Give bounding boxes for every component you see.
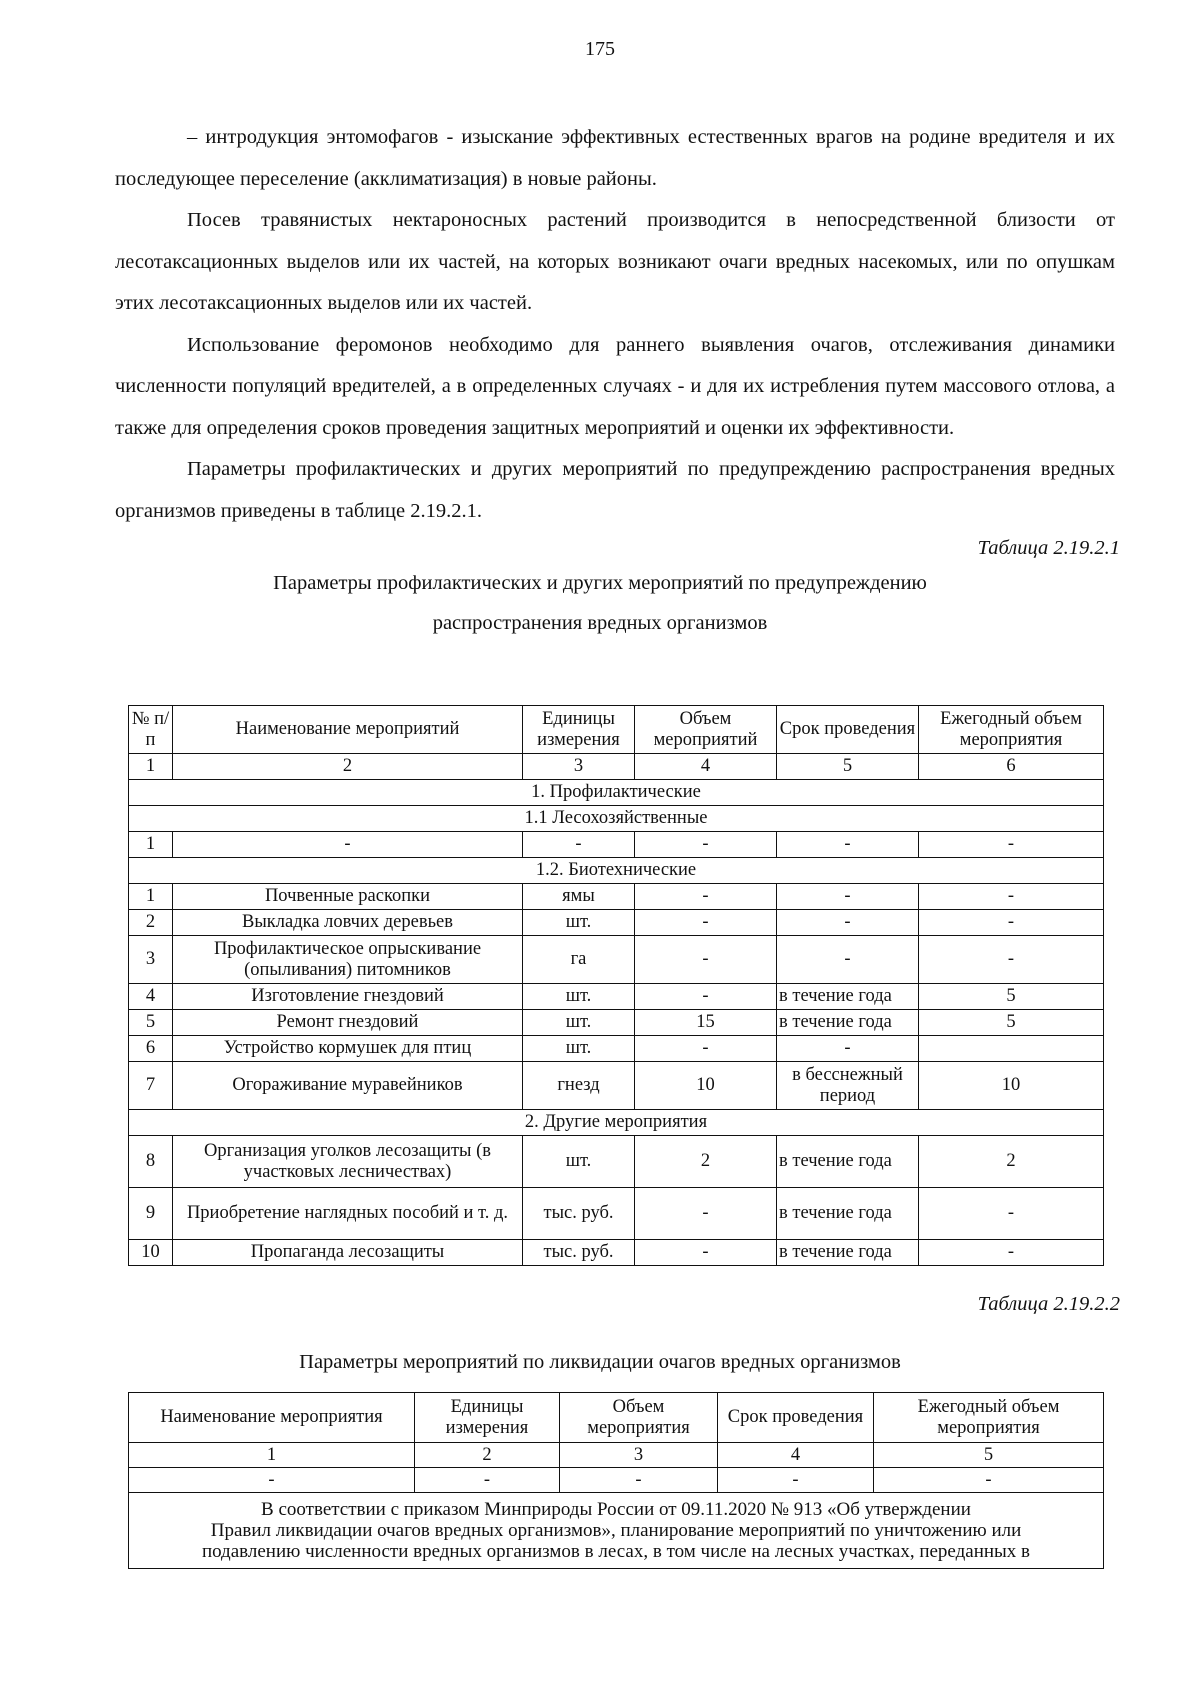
paragraph-introduction: – интродукция энтомофагов - изыскание эффективных естественных врагов на родине вредителя и их последующее переселение (акклиматизация) в новые районы. [115,126,1115,190]
table-row [129,1036,1104,1062]
col-number: 1 [129,1443,415,1468]
cell: Организация уголков лесозащиты (в участковых лесничествах) [173,1136,523,1188]
cell: - [635,832,777,858]
col-number: 4 [635,754,777,780]
cell: - [874,1468,1104,1493]
cell: 5 [129,1010,173,1036]
cell: - [635,910,777,936]
cell: - [560,1468,718,1493]
cell: Ремонт гнездовий [173,1010,523,1036]
cell: - [635,1188,777,1240]
cell: 10 [635,1062,777,1110]
cell: - [635,1240,777,1266]
cell: в течение года [777,1240,919,1266]
section-row [129,806,1104,832]
table2-label: Таблица 2.19.2.2 [977,1293,1120,1315]
cell: 3 [129,936,173,984]
table-row [129,1240,1104,1266]
cell: га [523,936,635,984]
cell: тыс. руб. [523,1188,635,1240]
cell: в течение года [777,1188,919,1240]
cell: шт. [523,910,635,936]
cell: 1 [129,832,173,858]
header-volume: Объем мероприятий [635,706,777,754]
col-number: 3 [560,1443,718,1468]
table-row [129,1010,1104,1036]
table1-title-line1: Параметры профилактических и других мероприятий по предупреждению [273,572,927,594]
cell: в течение года [777,1010,919,1036]
cell: тыс. руб. [523,1240,635,1266]
cell: Профилактическое опрыскивание (опыливания) питомников [173,936,523,984]
cell: шт. [523,984,635,1010]
cell: Изготовление гнездовий [173,984,523,1010]
table-header-row [129,706,1104,754]
table-preventive-measures [128,705,1104,1266]
header-annual: Ежегодный объем мероприятия [874,1393,1104,1443]
header-term: Срок проведения [777,706,919,754]
cell: - [718,1468,874,1493]
cell: 10 [129,1240,173,1266]
cell: - [919,1188,1104,1240]
paragraph-sowing: Посев травянистых нектароносных растений производится в непосредственной близости от лесотаксационных выделов или их частей, на которых возникают очаги вредных насекомых, или по опушкам этих лесотаксационных выделов или их частей. [115,209,1115,314]
cell: Устройство кормушек для птиц [173,1036,523,1062]
cell: Почвенные раскопки [173,884,523,910]
cell: Выкладка ловчих деревьев [173,910,523,936]
cell: - [777,832,919,858]
header-num: № п/п [129,706,173,754]
cell: - [635,936,777,984]
cell: в течение года [777,1136,919,1188]
paragraph-pheromones: Использование феромонов необходимо для раннего выявления очагов, отслеживания динамики численности популяций вредителей, а в определенных случаях - и для их истребления путем массового отлова, а также для определения сроков проведения защитных мероприятий и оценки их эффективности. [115,333,1115,439]
cell: 8 [129,1136,173,1188]
col-number: 2 [173,754,523,780]
table1-label: Таблица 2.19.2.1 [977,537,1120,559]
table-header-row [129,1393,1104,1443]
col-number: 5 [777,754,919,780]
cell: - [777,910,919,936]
cell: шт. [523,1136,635,1188]
cell: шт. [523,1010,635,1036]
column-number-row [129,754,1104,780]
cell: - [635,884,777,910]
table-row [129,984,1104,1010]
section-other: 2. Другие мероприятия [129,1110,1104,1136]
cell: - [635,984,777,1010]
note-line: подавлению численности вредных организмов в лесах, в том числе на лесных участках, переданных в [201,1541,1031,1562]
cell: - [919,1240,1104,1266]
cell: Приобретение наглядных пособий и т. д. [173,1188,523,1240]
paragraph-parameters: Параметры профилактических и других мероприятий по предупреждению распространения вредных организмов приведены в таблице 2.19.2.1. [115,458,1115,522]
column-number-row [129,1443,1104,1468]
cell: - [173,832,523,858]
cell: - [919,910,1104,936]
cell: шт. [523,1036,635,1062]
cell: 15 [635,1010,777,1036]
cell [919,1036,1104,1062]
table1-title-line2: распространения вредных организмов [432,612,768,634]
note-line: В соответствии с приказом Минприроды России от 09.11.2020 № 913 «Об утверждении [261,1499,971,1520]
section-forestry: 1.1 Лесохозяйственные [129,806,1104,832]
section-row [129,858,1104,884]
header-unit: Единицы измерения [415,1393,560,1443]
section-biotechnical: 1.2. Биотехнические [129,858,1104,884]
cell: 2 [919,1136,1104,1188]
body-text [115,117,1115,532]
section-preventive: 1. Профилактические [129,780,1104,806]
table-row [129,910,1104,936]
cell: 10 [919,1062,1104,1110]
cell: - [777,884,919,910]
header-unit: Единицы измерения [523,706,635,754]
table-liquidation-measures [128,1392,1104,1569]
header-name: Наименование мероприятий [173,706,523,754]
cell: - [129,1468,415,1493]
cell: 6 [129,1036,173,1062]
table-row [129,1062,1104,1110]
cell: - [415,1468,560,1493]
cell: - [777,936,919,984]
col-number: 5 [874,1443,1104,1468]
cell: - [635,1036,777,1062]
note-row [129,1493,1104,1569]
note-line: Правил ликвидации очагов вредных организмов», планирование мероприятий по уничтожению или [210,1520,1022,1541]
table2-title: Параметры мероприятий по ликвидации очагов вредных организмов [299,1351,901,1373]
header-annual: Ежегодный объем мероприятия [919,706,1104,754]
cell: гнезд [523,1062,635,1110]
cell: 5 [919,984,1104,1010]
table-row [129,1188,1104,1240]
cell: 5 [919,1010,1104,1036]
page-number: 175 [585,38,615,60]
cell: 9 [129,1188,173,1240]
section-row [129,1110,1104,1136]
header-name: Наименование мероприятия [129,1393,415,1443]
cell: 7 [129,1062,173,1110]
section-row [129,780,1104,806]
cell: 4 [129,984,173,1010]
table-row [129,936,1104,984]
cell: - [523,832,635,858]
cell: - [919,832,1104,858]
table-row [129,884,1104,910]
cell: - [919,884,1104,910]
col-number: 6 [919,754,1104,780]
header-volume: Объем мероприятия [560,1393,718,1443]
note-cell [129,1493,1104,1569]
table-row [129,832,1104,858]
col-number: 4 [718,1443,874,1468]
col-number: 2 [415,1443,560,1468]
cell: - [919,936,1104,984]
table-row [129,1468,1104,1493]
cell: в бесснежный период [777,1062,919,1110]
cell: Огораживание муравейников [173,1062,523,1110]
cell: 2 [129,910,173,936]
cell: Пропаганда лесозащиты [173,1240,523,1266]
table-row [129,1136,1104,1188]
cell: 2 [635,1136,777,1188]
cell: 1 [129,884,173,910]
col-number: 3 [523,754,635,780]
header-term: Срок проведения [718,1393,874,1443]
cell: - [777,1036,919,1062]
cell: ямы [523,884,635,910]
cell: в течение года [777,984,919,1010]
col-number: 1 [129,754,173,780]
